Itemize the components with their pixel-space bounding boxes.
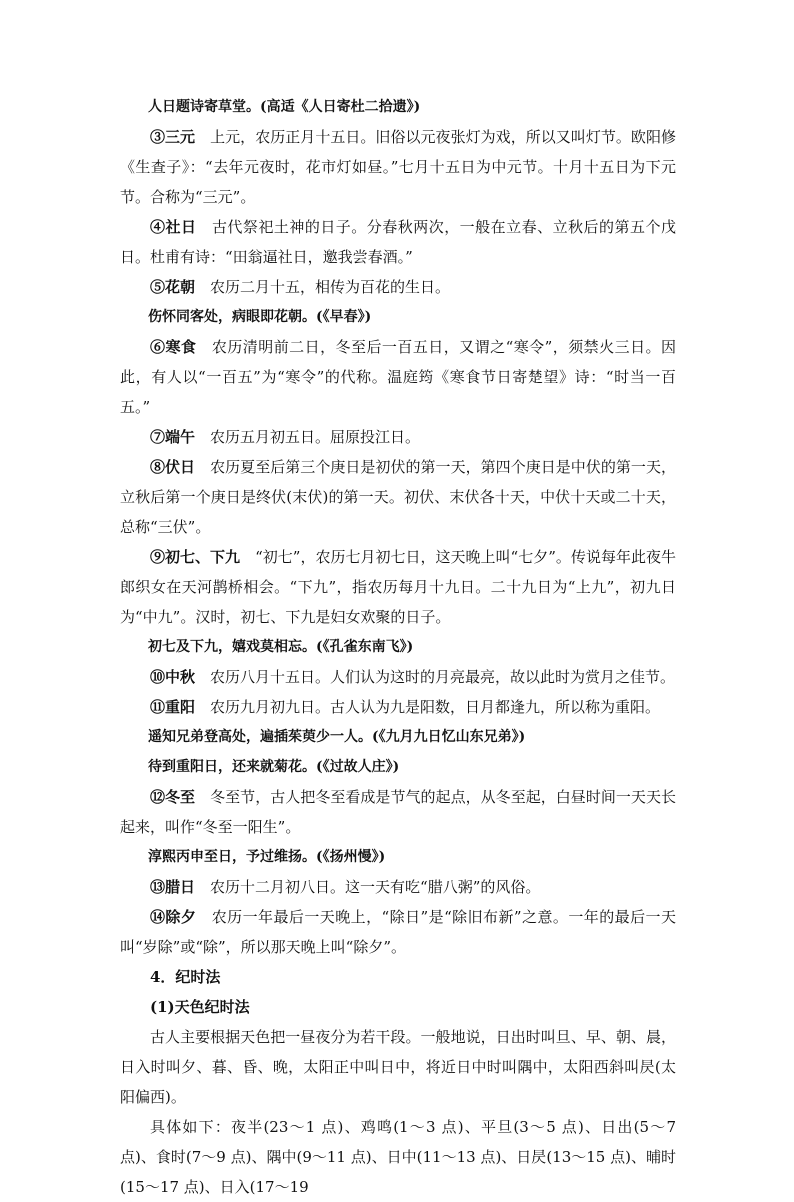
document-page — [120, 92, 676, 1202]
term-label: ④社日 — [150, 218, 197, 236]
subsection-heading: (1)天色纪时法 — [150, 998, 250, 1016]
quote-line: 淳熙丙申至日，予过维扬。(《扬州慢》) — [148, 849, 386, 865]
term-definition: 农历五月初五日。屈原投江日。 — [210, 428, 421, 446]
term-label: ⑨初七、下九 — [150, 548, 241, 566]
term-definition: 上元，农历正月十五日。旧俗以元夜张灯为戏，所以又叫灯节。欧阳修《生查子》：“去年元夜时，花市灯如昼。”七月十五日为中元节。十月十五日为下元节。合称为“三元”。 — [120, 128, 676, 206]
term-definition: “初七”，农历七月初七日，这天晚上叫“七夕”。传说每年此夜牛郎织女在天河鹊桥相会。“下九”，指农历每月十九日。二十九日为“上九”，初九日为“中九”。汉时，初七、下九是妇女欢聚的日子。 — [120, 548, 676, 626]
term-label: ⑬腊日 — [150, 878, 196, 896]
quote-line: 初七及下九，嬉戏莫相忘。(《孔雀东南飞》) — [148, 639, 414, 655]
term-definition: 冬至节，古人把冬至看成是节气的起点，从冬至起，白昼时间一天天长起来，叫作“冬至一阳生”。 — [120, 788, 676, 836]
term-entry — [120, 212, 676, 272]
term-label: ⑥寒食 — [150, 338, 197, 356]
term-label: ⑩中秋 — [150, 668, 196, 686]
term-entry — [120, 332, 676, 422]
term-definition: 农历九月初九日。古人认为九是阳数，日月都逢九，所以称为重阳。 — [210, 698, 661, 716]
term-entry — [120, 272, 676, 302]
term-entry — [120, 662, 676, 692]
term-definition: 农历一年最后一天晚上，“除日”是“除旧布新”之意。一年的最后一天叫“岁除”或“除”，所以那天晚上叫“除夕”。 — [120, 908, 676, 956]
quote-line: 待到重阳日，还来就菊花。(《过故人庄》) — [148, 759, 400, 775]
section-heading: 4．纪时法 — [150, 968, 221, 986]
term-label: ③三元 — [150, 128, 196, 146]
quote-line: 人日题诗寄草堂。(高适《人日寄杜二拾遗》) — [148, 99, 421, 115]
term-definition: 农历二月十五，相传为百花的生日。 — [210, 278, 451, 296]
term-entry — [120, 452, 676, 542]
body-paragraph: 古人主要根据天色把一昼夜分为若干段。一般地说，日出时叫旦、早、朝、晨，日入时叫夕、暮、昏、晚，太阳正中叫日中，将近日中时叫隅中，太阳西斜叫昃(太阳偏西)。 — [120, 1028, 676, 1106]
term-definition: 古代祭祀土神的日子。分春秋两次，一般在立春、立秋后的第五个戊日。杜甫有诗：“田翁逼社日，邀我尝春酒。” — [120, 218, 676, 266]
term-label: ⑭除夕 — [150, 908, 197, 926]
term-definition: 农历十二月初八日。这一天有吃“腊八粥”的风俗。 — [210, 878, 541, 896]
term-label: ⑫冬至 — [150, 788, 196, 806]
term-definition: 农历清明前二日，冬至后一百五日，又谓之“寒令”，须禁火三日。因此，有人以“一百五”为“寒令”的代称。温庭筠《寒食节日寄楚望》诗：“时当一百五。” — [120, 338, 676, 416]
term-entry — [120, 542, 676, 632]
term-label: ⑪重阳 — [150, 698, 196, 716]
term-entry — [120, 782, 676, 842]
body-paragraph: 具体如下：夜半(23～1 点)、鸡鸣(1～3 点)、平旦(3～5 点)、日出(5～7 点)、食时(7～9 点)、隅中(9～11 点)、日中(11～13 点)、日昃(13～15 点)、晡时(15～17 点)、日入(17～19 — [120, 1118, 676, 1196]
term-entry — [120, 902, 676, 962]
quote-line: 遥知兄弟登高处，遍插茱萸少一人。(《九月九日忆山东兄弟》) — [148, 729, 526, 745]
term-label: ⑦端午 — [150, 428, 196, 446]
term-label: ⑧伏日 — [150, 458, 196, 476]
term-label: ⑤花朝 — [150, 278, 196, 296]
term-entry — [120, 122, 676, 212]
term-entry — [120, 422, 676, 452]
term-entry — [120, 692, 676, 722]
term-entry — [120, 872, 676, 902]
term-definition: 农历夏至后第三个庚日是初伏的第一天，第四个庚日是中伏的第一天，立秋后第一个庚日是终伏(末伏)的第一天。初伏、末伏各十天，中伏十天或二十天，总称“三伏”。 — [120, 458, 676, 536]
term-definition: 农历八月十五日。人们认为这时的月亮最亮，故以此时为赏月之佳节。 — [210, 668, 676, 686]
quote-line: 伤怀同客处，病眼即花朝。(《早春》) — [148, 309, 372, 325]
